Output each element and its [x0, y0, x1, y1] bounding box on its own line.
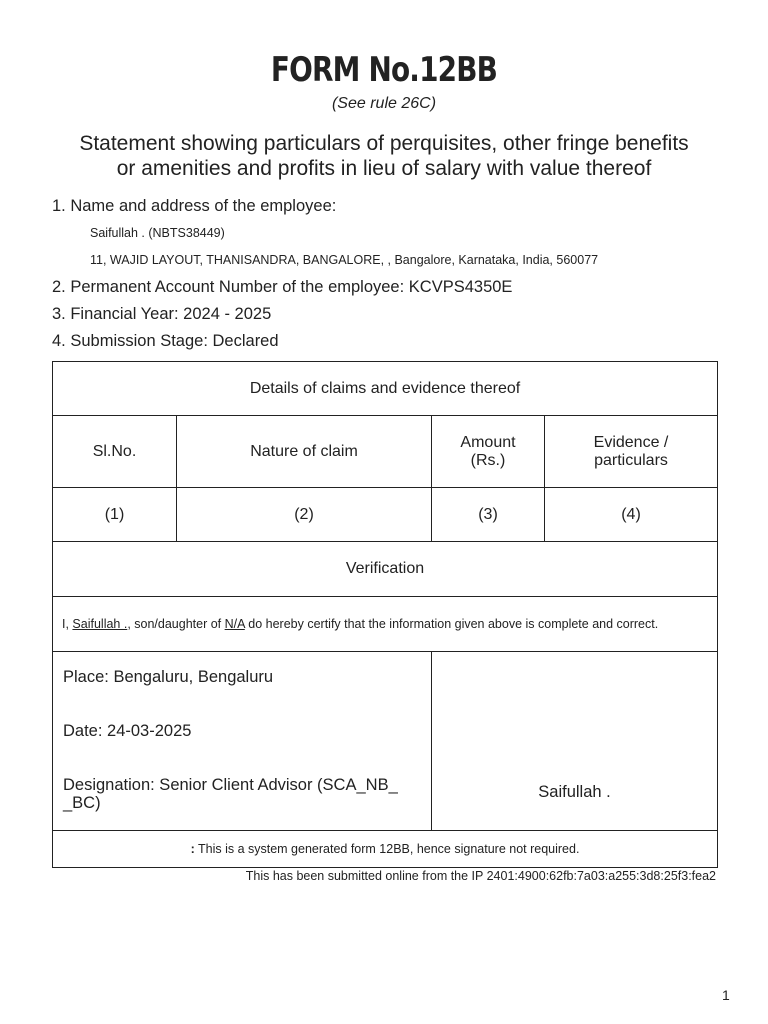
item-1-label: 1. Name and address of the employee: [52, 197, 337, 215]
declaration-row [53, 652, 718, 831]
column-header-text: Amount (Rs.) [460, 433, 516, 469]
declaration-details [53, 652, 432, 831]
column-header-text: Evidence / particulars [593, 433, 669, 469]
employee-address: 11, WAJID LAYOUT, THANISANDRA, BANGALORE, , Bangalore, Karnataka, India, 560077 [90, 253, 599, 267]
place-field: Place: Bengaluru, Bengaluru [63, 668, 274, 686]
certification-text: I, Saifullah ., son/daughter of N/A do hereby certify that the information given above is complete and correct. [53, 597, 718, 652]
system-generated-row [53, 831, 718, 868]
page-number: 1 [722, 987, 730, 1003]
system-generated-note: : This is a system generated form 12BB, hence signature not required. [53, 831, 718, 868]
rule-reference: (See rule 26C) [331, 95, 437, 112]
employee-name: Saifullah . (NBTS38449) [90, 226, 225, 240]
item-2-pan: 2. Permanent Account Number of the employee: KCVPS4350E [52, 278, 513, 296]
column-number: (1) [53, 488, 177, 542]
date-field: Date: 24-03-2025 [63, 722, 192, 740]
table-heading-row [53, 362, 718, 416]
column-header [545, 416, 718, 488]
column-number: (4) [545, 488, 718, 542]
signatory-cell [432, 652, 718, 831]
table-header-row [53, 416, 718, 488]
item-4-submission-stage: 4. Submission Stage: Declared [52, 332, 279, 350]
statement-line-1: Statement showing particulars of perquisites, other fringe benefits [79, 132, 689, 155]
cert-employee-name: Saifullah . [72, 617, 128, 631]
column-header [432, 416, 545, 488]
verification-heading: Verification [53, 542, 718, 597]
column-number-row [53, 488, 718, 542]
column-number: (2) [177, 488, 432, 542]
column-header: Nature of claim [177, 416, 432, 488]
claims-table [52, 361, 718, 868]
designation-field: Designation: Senior Client Advisor (SCA_NB_ _BC) [63, 776, 398, 812]
form-title: FORM No.12BB [270, 50, 498, 90]
ip-submission-note: This has been submitted online from the IP 2401:4900:62fb:7a03:a255:3d8:25f3:fea2 [245, 869, 716, 883]
statement-heading [30, 131, 738, 181]
item-3-financial-year: 3. Financial Year: 2024 - 2025 [52, 305, 272, 323]
certification-row [53, 597, 718, 652]
column-header: Sl.No. [53, 416, 177, 488]
claims-heading: Details of claims and evidence thereof [53, 362, 718, 416]
verification-heading-row [53, 542, 718, 597]
cert-parent-name: N/A [224, 617, 245, 631]
statement-line-2: or amenities and profits in lieu of salary with value thereof [116, 157, 652, 180]
column-number: (3) [432, 488, 545, 542]
signatory-name: Saifullah . [538, 783, 611, 801]
